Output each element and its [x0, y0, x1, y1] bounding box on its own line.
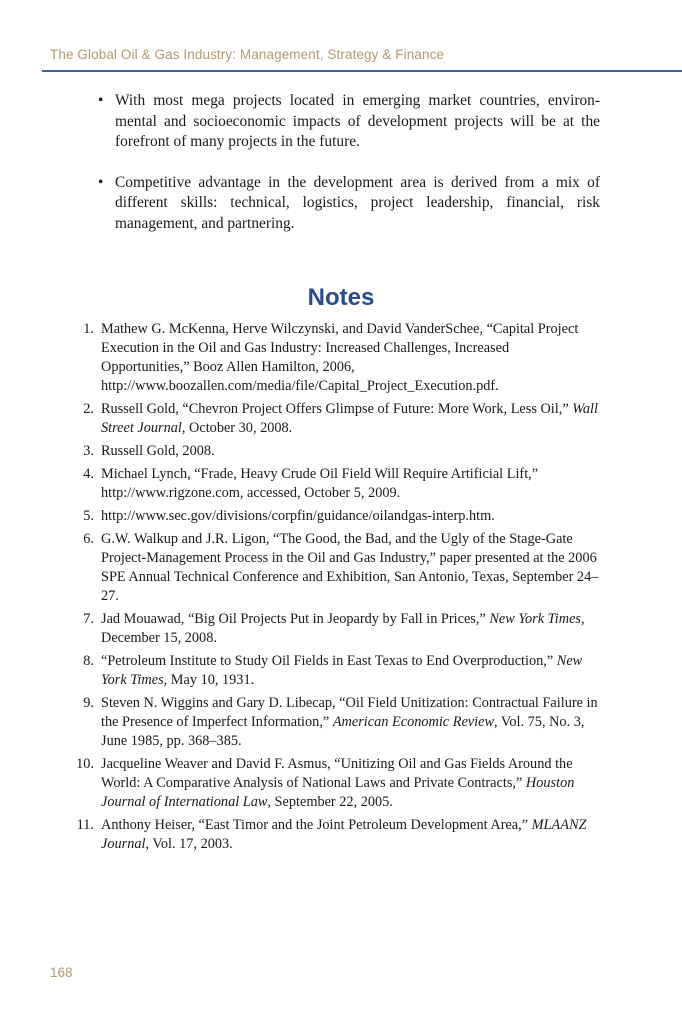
note-text [101, 653, 582, 688]
note-text [101, 756, 574, 810]
note-number: 8. [83, 653, 94, 669]
note-run: , December 15, 2008. [101, 611, 585, 646]
note-run: , October 30, 2008. [181, 420, 293, 436]
note-run: G.W. Walkup and J.R. Ligon, “The Good, the Bad, and the Ugly of the Stage-Gate Project-Management Process in the Oil and Gas Industry,” paper presented at the 2006 SPE Annual Technical Conference and Exhibition, San Antonio, Texas, September 24–27. [101, 531, 599, 604]
note-item [66, 400, 601, 438]
note-text [101, 401, 598, 436]
note-number: 3. [83, 443, 94, 459]
note-number: 6. [83, 531, 94, 547]
bullet-icon: • [98, 92, 104, 109]
note-number: 4. [83, 466, 94, 482]
note-run: , Vol. 75, No. 3, June 1985, pp. 368–385. [101, 714, 585, 749]
note-run: Jacqueline Weaver and David F. Asmus, “Unitizing Oil and Gas Fields Around the World: A Comparative Analysis of National Laws and Private Contracts,” [101, 756, 573, 791]
note-italic-title: New York Times [489, 611, 581, 627]
note-number: 2. [83, 401, 94, 417]
note-text [101, 695, 598, 749]
bullet-list [98, 91, 600, 254]
note-run: , May 10, 1931. [163, 672, 255, 688]
note-run: Russell Gold, “Chevron Project Offers Glimpse of Future: More Work, Less Oil,” [101, 401, 573, 417]
note-item [66, 694, 601, 751]
note-number: 7. [83, 611, 94, 627]
note-item [66, 816, 601, 854]
page-number: 168 [50, 965, 73, 980]
note-text [101, 466, 538, 501]
bullet-text: With most mega projects located in emerging market countries, environ-mental and socioeconomic impacts of development projects will be at the forefront of many projects in the future. [115, 92, 600, 150]
note-run: , September 22, 2005. [267, 794, 393, 810]
note-italic-title: MLAANZ Journal [101, 817, 587, 852]
note-run: Michael Lynch, “Frade, Heavy Crude Oil Field Will Require Artificial Lift,” http://www.rigzone.com, accessed, October 5, 2009. [101, 466, 539, 501]
note-run: Anthony Heiser, “East Timor and the Joint Petroleum Development Area,” [101, 817, 532, 833]
note-text [101, 443, 215, 459]
note-item [66, 530, 601, 606]
note-italic-title: Houston Journal of International Law [101, 775, 575, 810]
note-item [66, 755, 601, 812]
bullet-text: Competitive advantage in the development area is derived from a mix of different skills: technical, logistics, project leadership, financial, risk management, and partnering. [115, 173, 600, 232]
note-run: Russell Gold, 2008. [101, 443, 215, 459]
note-item [66, 465, 601, 503]
notes-list [66, 320, 601, 858]
note-run: “Petroleum Institute to Study Oil Fields in East Texas to End Overproduction,” [101, 653, 557, 669]
note-run: Jad Mouawad, “Big Oil Projects Put in Jeopardy by Fall in Prices,” [101, 611, 490, 627]
note-run: Mathew G. McKenna, Herve Wilczynski, and David VanderSchee, “Capital Project Execution in the Oil and Gas Industry: Increased Challenges, Increased Opportunities,” Booz Allen Hamilton, 2006, http://www.boozallen.com/media/file/Capital_Project_Execution.pdf. [101, 321, 579, 394]
note-run: Steven N. Wiggins and Gary D. Libecap, “Oil Field Unitization: Contractual Failure in the Presence of Imperfect Information,” [101, 695, 598, 730]
note-number: 10. [76, 756, 94, 772]
note-text [101, 611, 585, 646]
note-item [66, 320, 601, 396]
note-text [101, 817, 586, 852]
note-number: 1. [83, 321, 94, 337]
note-text [101, 508, 495, 524]
bullet-item [98, 173, 600, 235]
note-run: http://www.sec.gov/divisions/corpfin/guidance/oilandgas-interp.htm. [101, 508, 495, 524]
note-run: , Vol. 17, 2003. [145, 836, 233, 852]
notes-heading: Notes [307, 284, 375, 311]
header-rule [42, 70, 682, 72]
note-italic-title: Wall Street Journal [101, 401, 598, 436]
note-number: 11. [76, 817, 94, 833]
note-item [66, 610, 601, 648]
note-text [101, 321, 578, 394]
note-italic-title: New York Times [101, 653, 583, 688]
bullet-icon: • [98, 173, 104, 191]
running-header: The Global Oil & Gas Industry: Management, Strategy & Finance [50, 47, 445, 62]
note-italic-title: American Economic Review [332, 714, 495, 730]
note-item [66, 442, 601, 461]
bullet-item [98, 91, 600, 153]
note-number: 9. [83, 695, 94, 711]
note-item [66, 652, 601, 690]
note-item [66, 507, 601, 526]
note-text [101, 531, 598, 604]
note-number: 5. [83, 508, 94, 524]
